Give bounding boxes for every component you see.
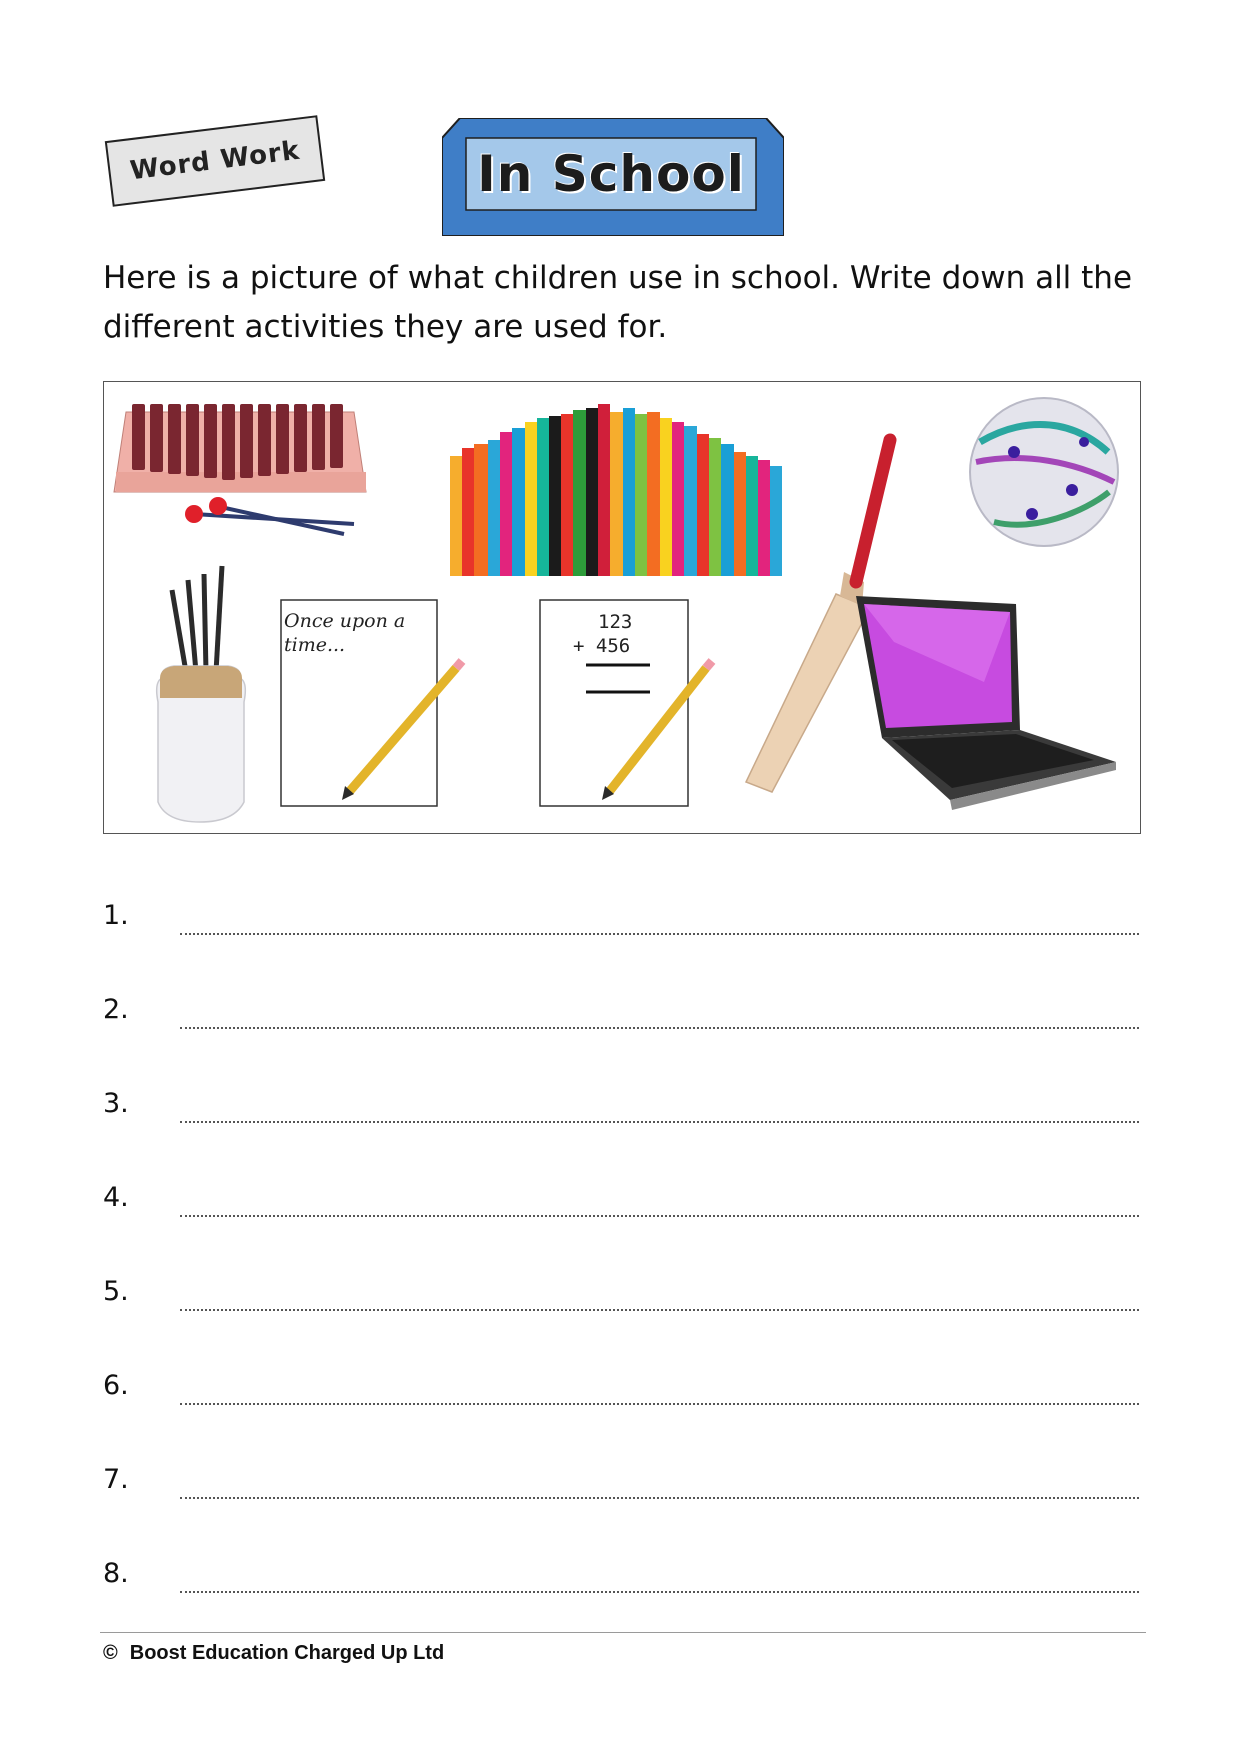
- story-card-text: Once upon a time...: [284, 610, 406, 656]
- answer-row: [103, 900, 1143, 950]
- answer-number: 4.: [103, 1182, 129, 1213]
- sum-bottom-number: + 456: [573, 635, 631, 657]
- answer-line[interactable]: [180, 1497, 1139, 1499]
- answer-number: 6.: [103, 1370, 129, 1401]
- answer-number: 5.: [103, 1276, 129, 1307]
- answer-line[interactable]: [180, 1027, 1139, 1029]
- paint-brushes-jar-icon: [157, 566, 246, 822]
- answer-line[interactable]: [180, 1591, 1139, 1593]
- copyright-symbol: ©: [103, 1642, 118, 1664]
- answer-row: [103, 1182, 1143, 1232]
- answer-row: [103, 1276, 1143, 1326]
- school-items-picture: [103, 381, 1141, 834]
- word-work-label: Word Work: [128, 135, 302, 187]
- answer-number: 8.: [103, 1558, 129, 1589]
- answer-row: [103, 1558, 1143, 1608]
- answer-line[interactable]: [180, 1309, 1139, 1311]
- answer-row: [103, 1370, 1143, 1420]
- copyright-text: Boost Education Charged Up Ltd: [129, 1642, 445, 1664]
- answer-line[interactable]: [180, 1121, 1139, 1123]
- answer-row: [103, 994, 1143, 1044]
- answer-line[interactable]: [180, 1215, 1139, 1217]
- word-work-tag: [105, 115, 325, 207]
- answer-number: 7.: [103, 1464, 129, 1495]
- answer-number: 3.: [103, 1088, 129, 1119]
- page-title: In School: [477, 145, 745, 203]
- footer-divider: [100, 1632, 1146, 1633]
- answer-row: [103, 1464, 1143, 1514]
- answer-number: 1.: [103, 900, 129, 931]
- instructions-text: Here is a picture of what children use in school. Write down all the different activities they are used for.: [103, 260, 1133, 345]
- answer-row: [103, 1088, 1143, 1138]
- books-icon: [450, 404, 782, 576]
- answer-number: 2.: [103, 994, 129, 1025]
- school-items-illustration: [104, 382, 1140, 833]
- netball-icon: [970, 398, 1118, 546]
- sum-top-number: 123: [598, 611, 633, 633]
- answer-line[interactable]: [180, 933, 1139, 935]
- answer-line[interactable]: [180, 1403, 1139, 1405]
- xylophone-icon: [114, 404, 366, 534]
- title-badge: [442, 118, 784, 236]
- footer: [103, 1642, 444, 1665]
- laptop-icon: [856, 596, 1116, 810]
